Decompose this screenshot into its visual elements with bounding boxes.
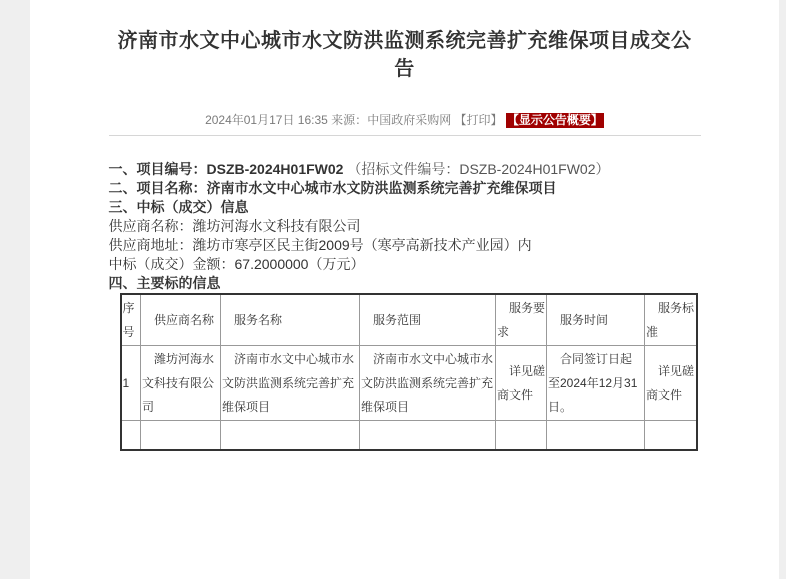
table-header-cell: 服务标准 <box>645 294 697 346</box>
table-cell <box>496 421 547 451</box>
table-cell: 详见磋商文件 <box>645 346 697 421</box>
table-row <box>121 421 697 451</box>
table-header-cell: 序号 <box>121 294 141 346</box>
print-link[interactable]: 【打印】 <box>454 113 503 127</box>
project-name-line: 二、项目名称：济南市水文中心城市水文防洪监测系统完善扩充维保项目 <box>108 180 557 196</box>
table-header-cell: 服务名称 <box>221 294 360 346</box>
table-cell <box>645 421 697 451</box>
table-cell: 济南市水文中心城市水文防洪监测系统完善扩充维保项目 <box>360 346 496 421</box>
subject-table-body <box>121 294 697 450</box>
source-label: 来源： <box>331 113 368 127</box>
publish-datetime: 2024年01月17日 16:35 <box>205 113 328 127</box>
award-amount-line: 中标（成交）金额：67.2000000（万元） <box>108 256 365 272</box>
supplier-address-line: 供应商地址：潍坊市寒亭区民主街2009号（寒亭高新技术产业园）内 <box>108 237 532 253</box>
meta-line <box>109 112 701 129</box>
table-header-cell: 服务时间 <box>547 294 645 346</box>
project-number-line <box>109 160 701 179</box>
table-cell: 潍坊河海水文科技有限公司 <box>141 346 221 421</box>
table-cell: 详见磋商文件 <box>496 346 547 421</box>
subject-table <box>120 293 698 451</box>
table-header-cell: 服务要求 <box>496 294 547 346</box>
table-header-cell: 供应商名称 <box>141 294 221 346</box>
project-number-value: DSZB-2024H01FW02 <box>206 161 344 177</box>
table-cell <box>547 421 645 451</box>
table-row <box>121 346 697 421</box>
table-cell <box>360 421 496 451</box>
award-info-heading: 三、中标（成交）信息 <box>108 199 249 215</box>
table-cell: 合同签订日起至2024年12月31日。 <box>547 346 645 421</box>
table-cell <box>121 421 141 451</box>
title-divider <box>109 135 701 136</box>
project-number-label: 一、项目编号： <box>108 161 207 177</box>
content-panel <box>30 0 779 579</box>
table-cell <box>141 421 221 451</box>
table-cell: 济南市水文中心城市水文防洪监测系统完善扩充维保项目 <box>221 346 360 421</box>
announcement-container <box>109 0 701 451</box>
table-header-row <box>121 294 697 346</box>
show-summary-button[interactable]: 【显示公告概要】 <box>506 113 603 127</box>
source-name: 中国政府采购网 <box>367 113 452 127</box>
supplier-name-line: 供应商名称：潍坊河海水文科技有限公司 <box>108 218 361 234</box>
table-header-cell: 服务范围 <box>360 294 496 346</box>
table-cell: 1 <box>121 346 141 421</box>
announcement-title: 济南市水文中心城市水文防洪监测系统完善扩充维保项目成交公告 <box>117 30 692 80</box>
tender-doc-number-note: （招标文件编号：DSZB-2024H01FW02） <box>347 161 610 177</box>
table-cell <box>221 421 360 451</box>
subject-info-heading: 四、主要标的信息 <box>108 275 221 291</box>
